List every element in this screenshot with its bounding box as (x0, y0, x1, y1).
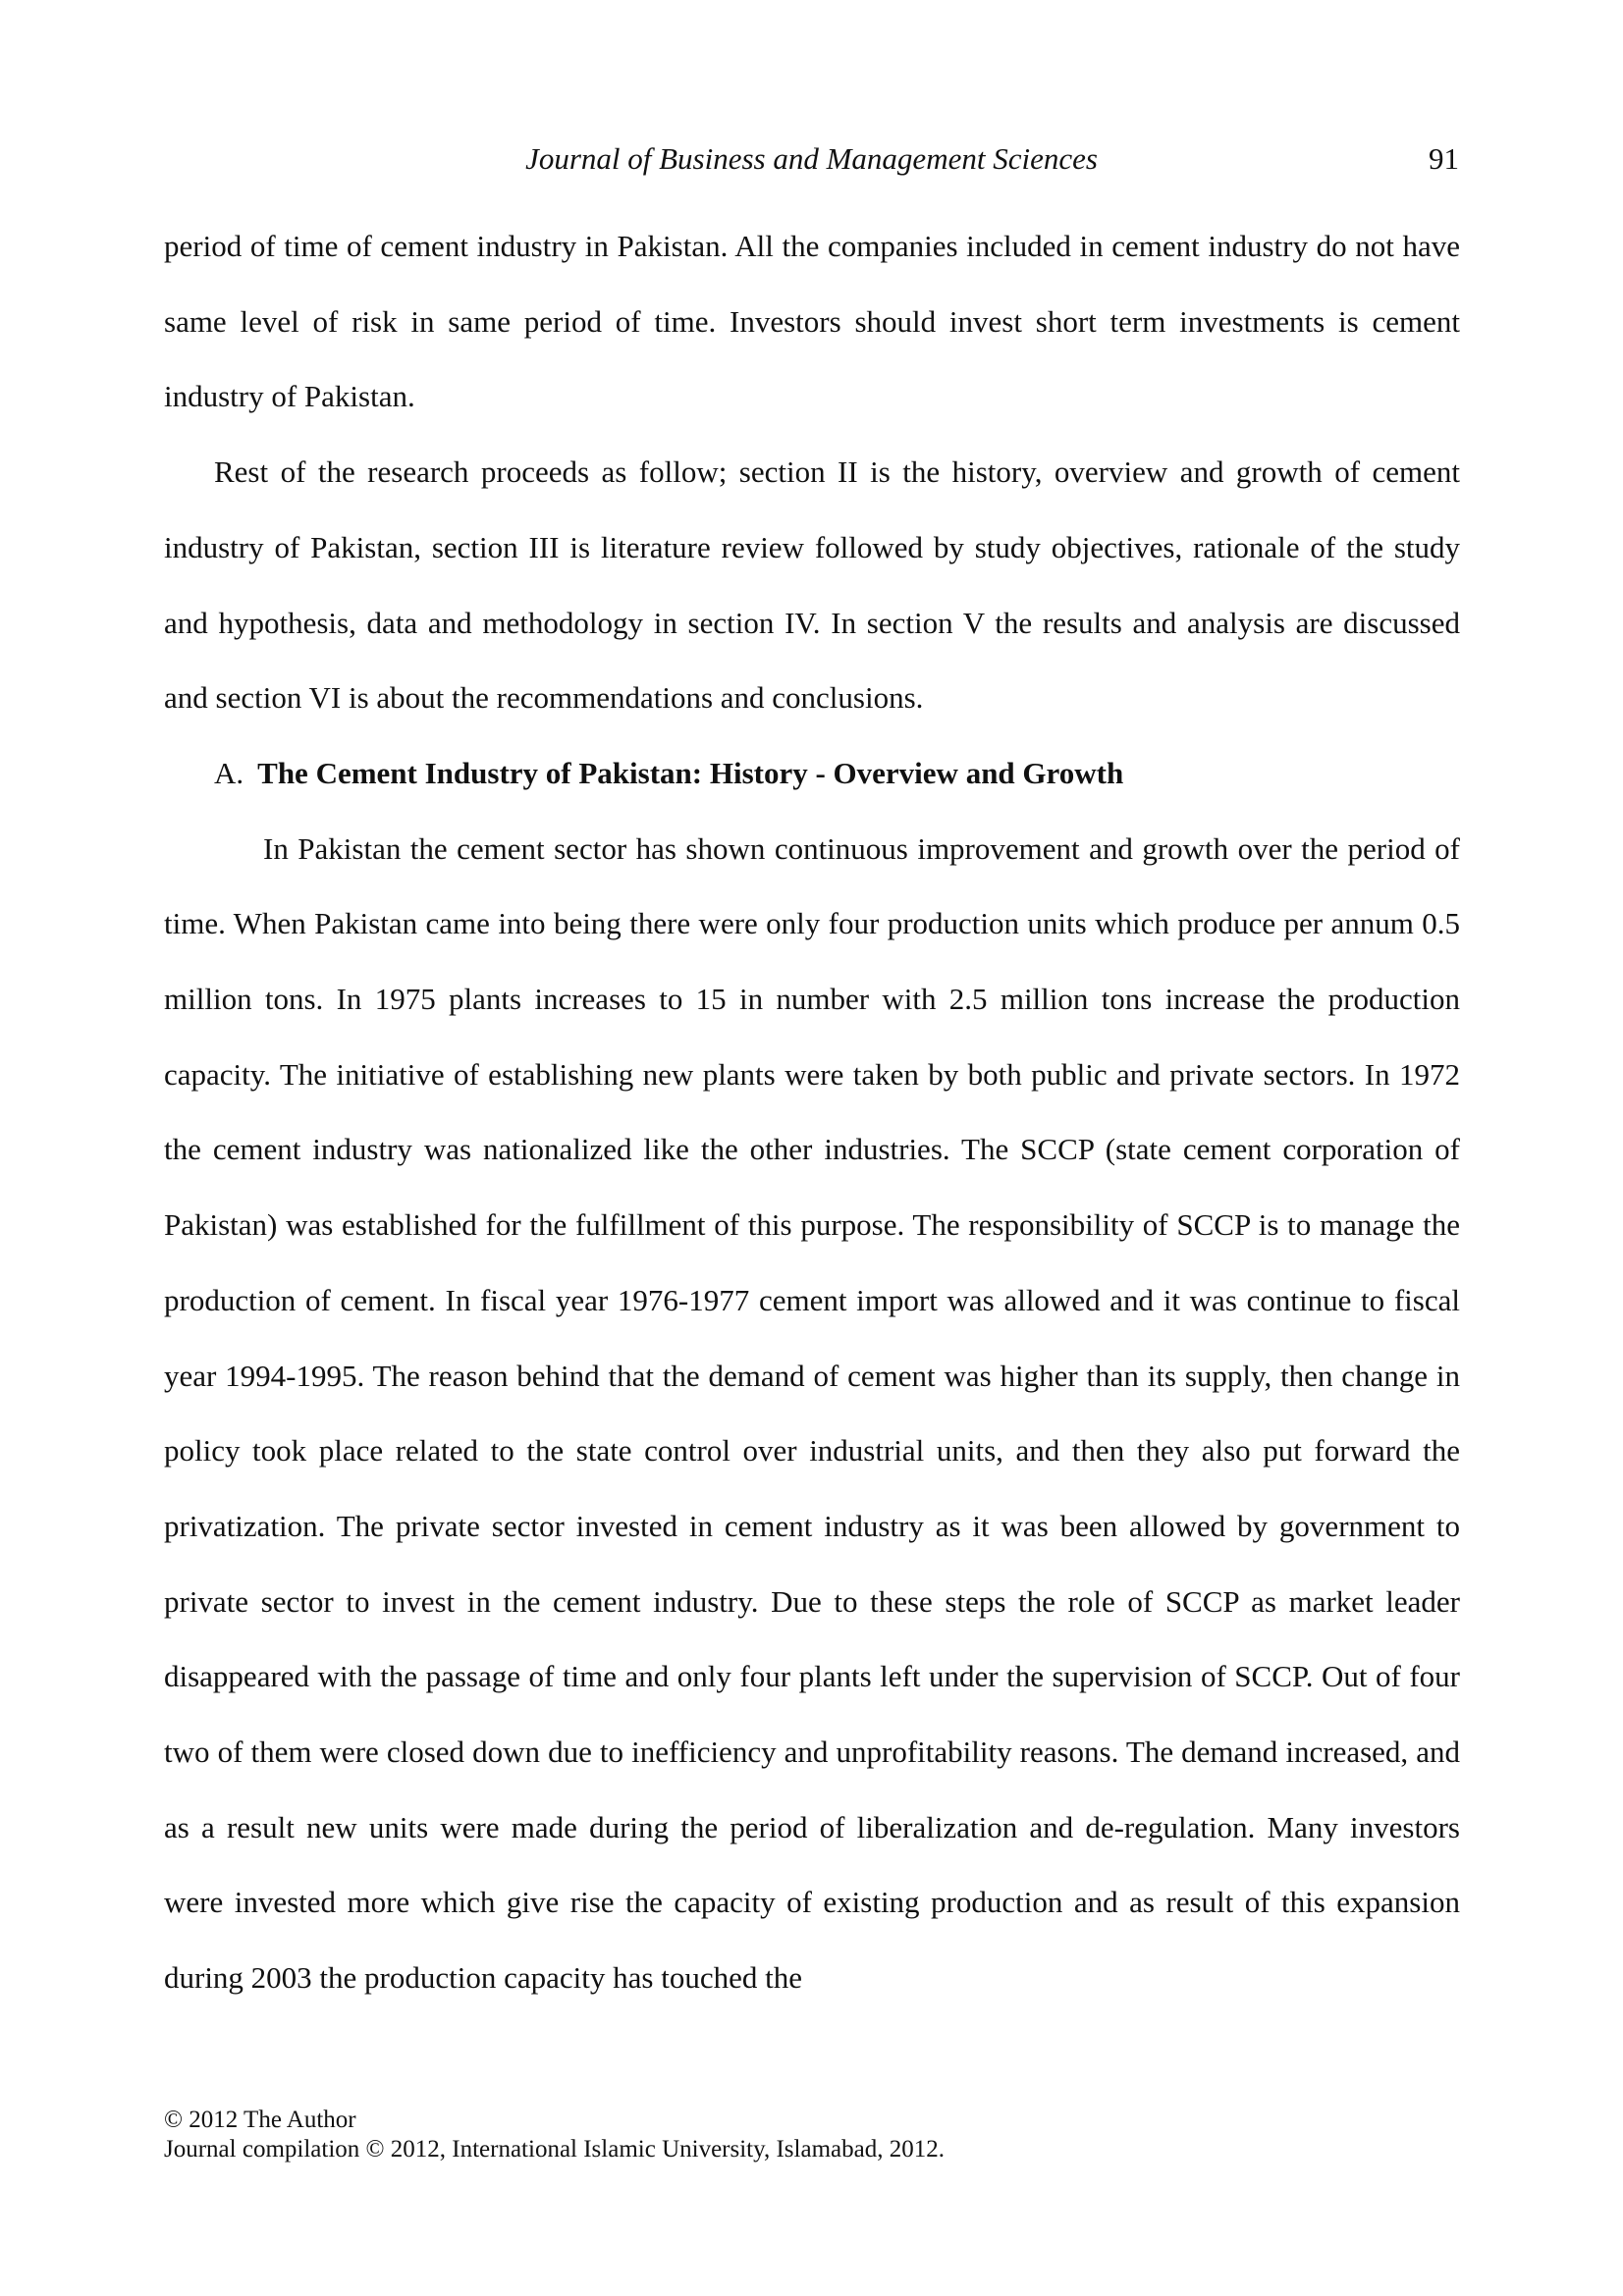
running-header (164, 137, 1459, 181)
journal-title: Journal of Business and Management Sciences (525, 141, 1098, 176)
body-text (164, 209, 1460, 2016)
page-footer (164, 2106, 945, 2164)
section-heading-label: A. (214, 755, 244, 790)
footer-compilation: Journal compilation © 2012, International Islamic University, Islamabad, 2012. (164, 2136, 945, 2163)
page-number: 91 (1429, 141, 1459, 176)
paragraph-industry-history: In Pakistan the cement sector has shown continuous improvement and growth over the period of time. When Pakistan came into being there were only four production units which produce per annum 0.5 million tons. In 1975 plants increases to 15 in number with 2.5 million tons increase the production capacity. The initiative of establishing new plants were taken by both public and private sectors. In 1972 the cement industry was nationalized like the other industries. The SCCP (state cement corporation of Pakistan) was established for the fulfillment of this purpose. The responsibility of SCCP is to manage the production of cement. In fiscal year 1976-1977 cement import was allowed and it was continue to fiscal year 1994-1995. The reason behind that the demand of cement was higher than its supply, then change in policy took place related to the state control over industrial units, and then they also put forward the privatization. The private sector invested in cement industry as it was been allowed by government to private sector to invest in the cement industry. Due to these steps the role of SCCP as market leader disappeared with the passage of time and only four plants left under the supervision of SCCP. Out of four two of them were closed down due to inefficiency and unprofitability reasons. The demand increased, and as a result new units were made during the period of liberalization and de-regulation. Many investors were invested more which give rise the capacity of existing production and as result of this expansion during 2003 the production capacity has touched the (164, 830, 1460, 1996)
paragraph-continuation: period of time of cement industry in Pakistan. All the companies included in cement industry do not have same level of risk in same period of time. Investors should invest short term investments is cement industry of Pakistan. (164, 229, 1460, 414)
section-heading (164, 736, 1460, 812)
footer-copyright: © 2012 The Author (164, 2107, 356, 2133)
section-heading-title: The Cement Industry of Pakistan: History - Overview and Growth (257, 755, 1124, 790)
paragraph-research-outline: Rest of the research proceeds as follow; section II is the history, overview and growth of cement industry of Pakistan, section III is literature review followed by study objectives, rationale of the study and hypothesis, data and methodology in section IV. In section V the results and analysis are discussed and section VI is about the recommendations and conclusions. (164, 454, 1460, 716)
